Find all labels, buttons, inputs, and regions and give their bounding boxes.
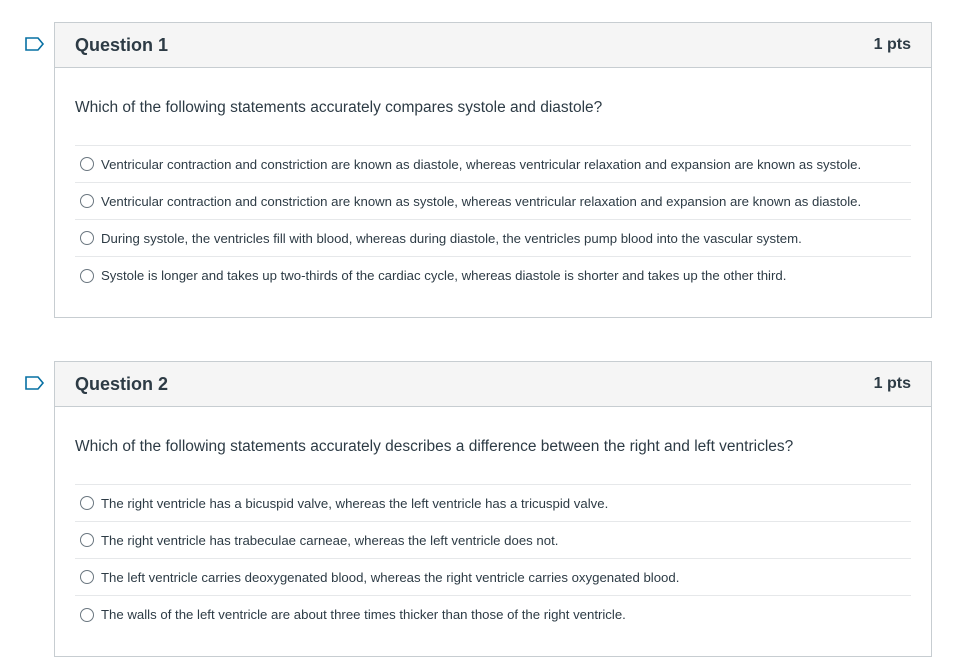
answer-label[interactable]: During systole, the ventricles fill with blood, whereas during diastole, the ventricles pump blood into the vascular system. (101, 230, 802, 246)
question-title: Question 2 (75, 373, 169, 394)
answer-label[interactable]: The left ventricle carries deoxygenated blood, whereas the right ventricle carries oxygenated blood. (101, 569, 680, 585)
radio-button[interactable] (80, 570, 94, 584)
flag-question-icon[interactable] (25, 376, 45, 390)
radio-button[interactable] (80, 533, 94, 547)
question-header (55, 23, 931, 68)
answer-list (75, 145, 911, 294)
question-card-1 (54, 22, 932, 318)
answer-option[interactable] (75, 257, 911, 294)
answer-option[interactable] (75, 559, 911, 596)
answer-option[interactable] (75, 485, 911, 522)
question-points: 1 pts (873, 375, 911, 392)
radio-button[interactable] (80, 608, 94, 622)
answer-option[interactable] (75, 220, 911, 257)
question-header (55, 362, 931, 407)
answer-list (75, 484, 911, 633)
radio-button[interactable] (80, 231, 94, 245)
answer-option[interactable] (75, 596, 911, 633)
answer-option[interactable] (75, 146, 911, 183)
answer-label[interactable]: Ventricular contraction and constriction are known as diastole, whereas ventricular relaxation and expansion are known as systole. (101, 156, 862, 172)
question-body (55, 407, 931, 633)
question-card-2 (54, 361, 932, 657)
radio-button[interactable] (80, 157, 94, 171)
question-body (55, 68, 931, 294)
question-prompt: Which of the following statements accurately describes a difference between the right and left ventricles? (75, 438, 794, 455)
radio-button[interactable] (80, 194, 94, 208)
answer-label[interactable]: Systole is longer and takes up two-thirds of the cardiac cycle, whereas diastole is shorter and takes up the other third. (101, 268, 787, 283)
question-points: 1 pts (873, 36, 911, 53)
question-prompt: Which of the following statements accurately compares systole and diastole? (75, 99, 603, 116)
flag-question-icon[interactable] (25, 37, 45, 51)
answer-option[interactable] (75, 183, 911, 220)
answer-label[interactable]: The walls of the left ventricle are about three times thicker than those of the right ventricle. (101, 607, 626, 622)
answer-option[interactable] (75, 522, 911, 559)
question-title: Question 1 (75, 34, 169, 55)
answer-label[interactable]: The right ventricle has trabeculae carneae, whereas the left ventricle does not. (101, 532, 559, 548)
answer-label[interactable]: Ventricular contraction and constriction are known as systole, whereas ventricular relaxation and expansion are known as diastole. (101, 193, 862, 209)
answer-label[interactable]: The right ventricle has a bicuspid valve, whereas the left ventricle has a tricuspid valve. (101, 495, 609, 511)
radio-button[interactable] (80, 496, 94, 510)
radio-button[interactable] (80, 269, 94, 283)
